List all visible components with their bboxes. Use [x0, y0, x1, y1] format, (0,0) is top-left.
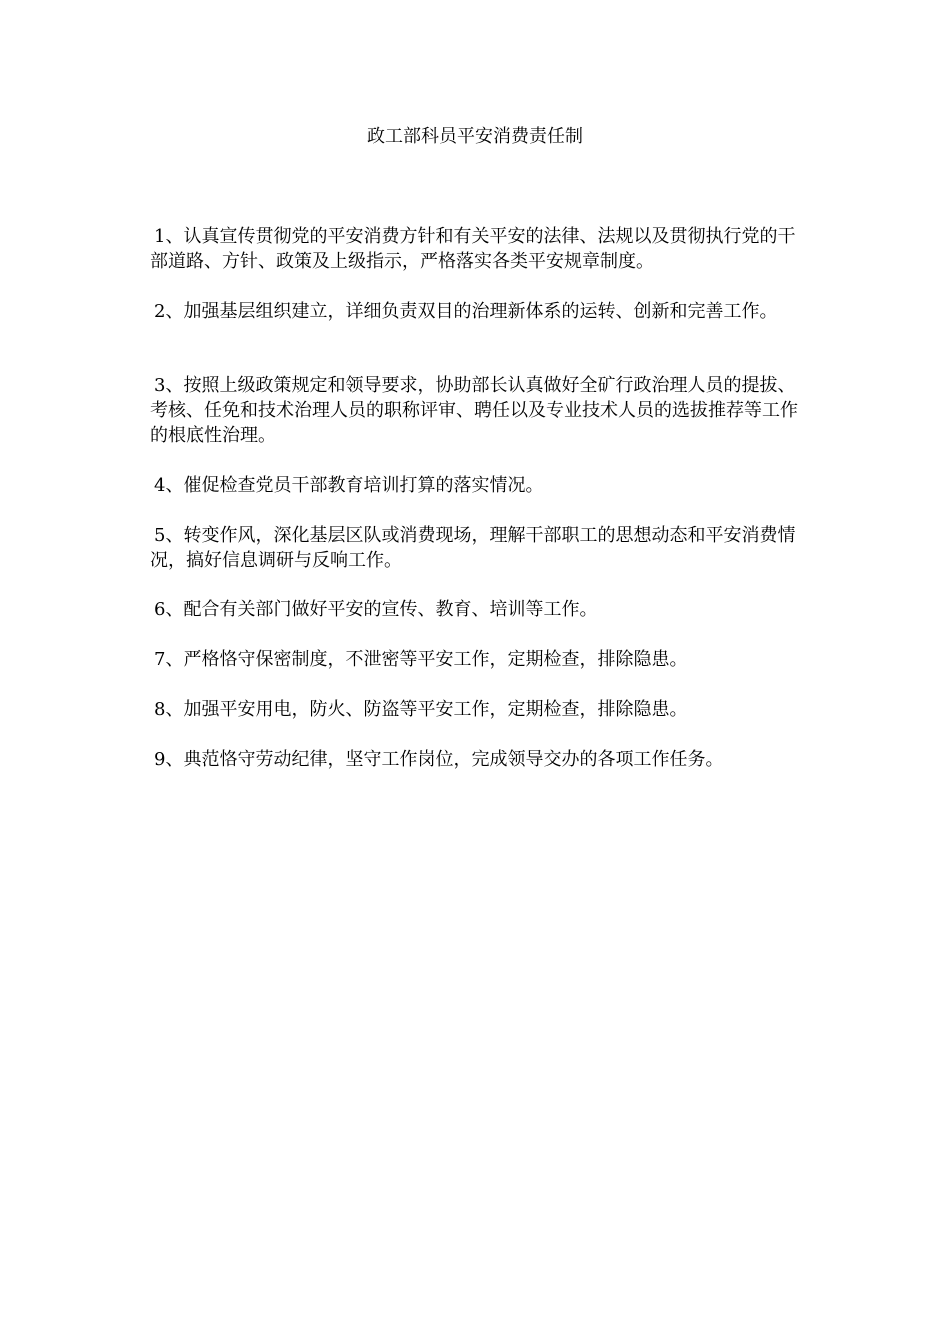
responsibility-item-3: 3、按照上级政策规定和领导要求，协助部长认真做好全矿行政治理人员的提拔、考核、任免和技术治理人员的职称评审、聘任以及专业技术人员的选拔推荐等工作的根底性治理。 [150, 375, 798, 446]
responsibility-item-1: 1、认真宣传贯彻党的平安消费方针和有关平安的法律、法规以及贯彻执行党的干部道路、方针、政策及上级指示，严格落实各类平安规章制度。 [150, 226, 796, 272]
responsibility-item-2: 2、加强基层组织建立，详细负责双目的治理新体系的运转、创新和完善工作。 [154, 301, 778, 322]
responsibility-item-5: 5、转变作风，深化基层区队或消费现场，理解干部职工的思想动态和平安消费情况，搞好信息调研与反响工作。 [150, 525, 796, 571]
responsibility-item-4: 4、催促检查党员干部教育培训打算的落实情况。 [154, 475, 544, 496]
responsibility-item-7: 7、严格恪守保密制度，不泄密等平安工作，定期检查，排除隐患。 [154, 649, 688, 670]
document-title: 政工部科员平安消费责任制 [367, 126, 583, 147]
responsibility-item-9: 9、典范恪守劳动纪律，坚守工作岗位，完成领导交办的各项工作任务。 [154, 749, 724, 770]
responsibility-item-8: 8、加强平安用电，防火、防盗等平安工作，定期检查，排除隐患。 [154, 699, 688, 720]
responsibility-item-6: 6、配合有关部门做好平安的宣传、教育、培训等工作。 [154, 599, 598, 620]
